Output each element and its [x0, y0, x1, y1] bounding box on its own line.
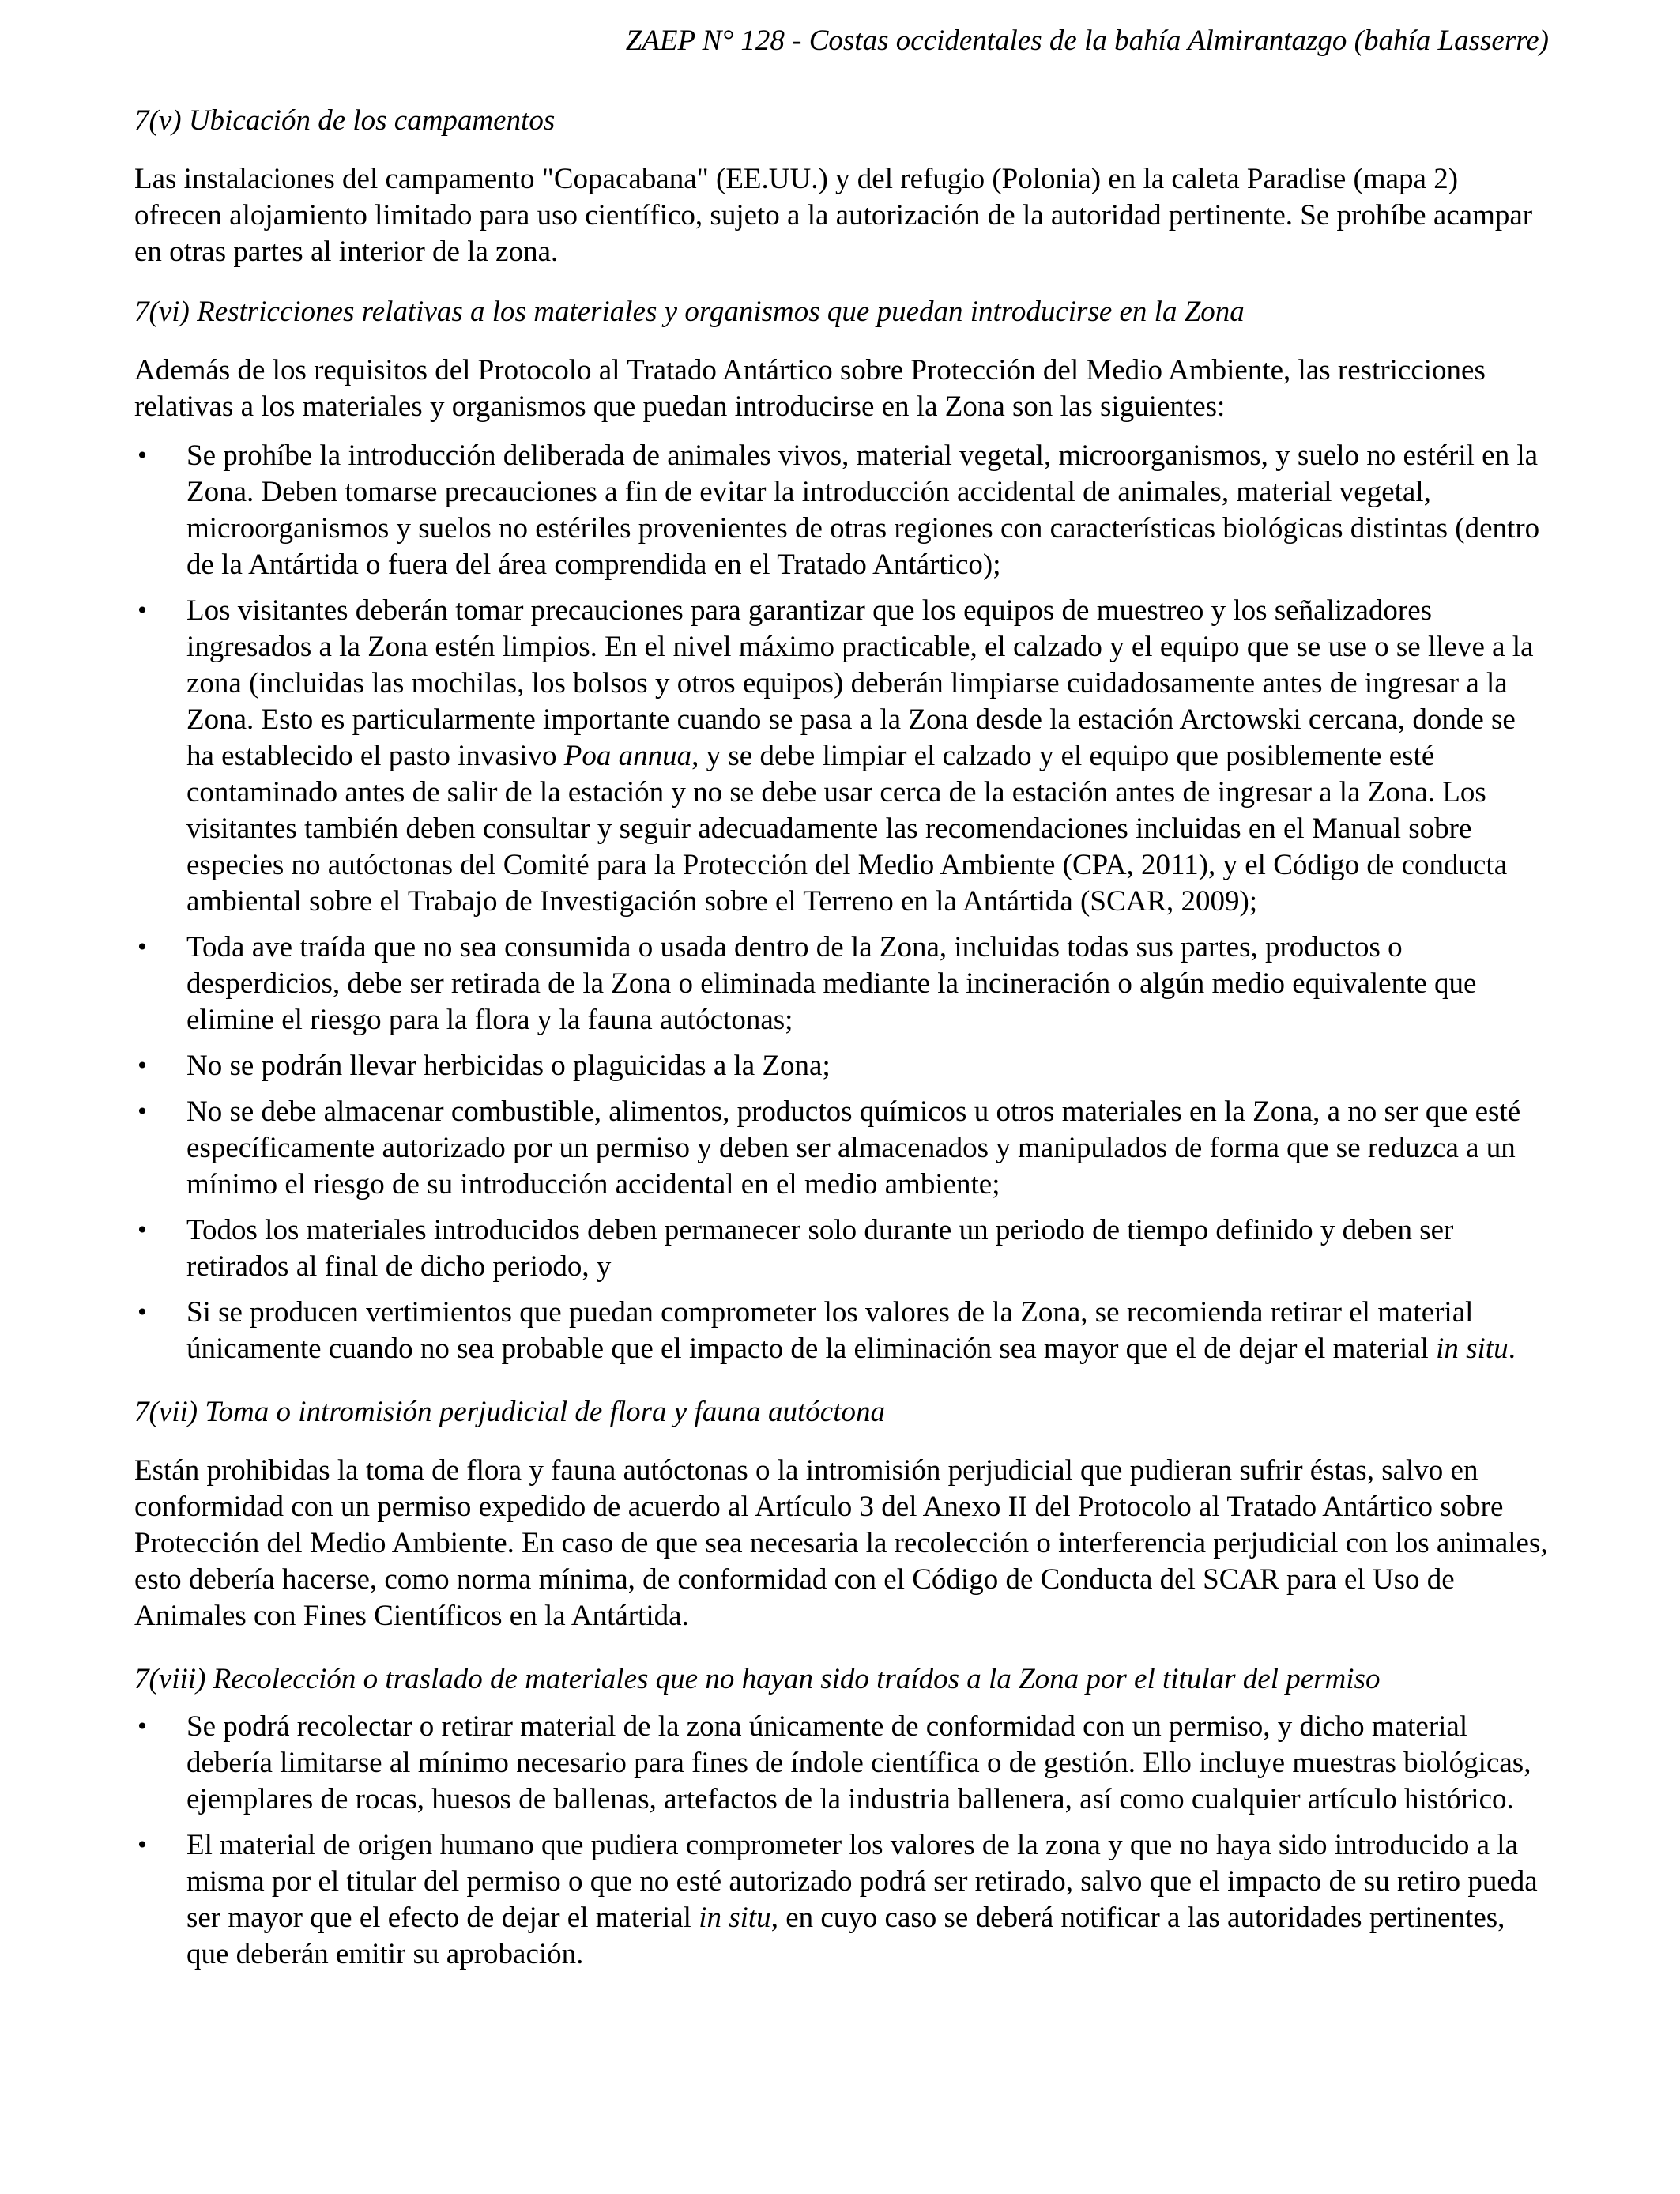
species-name: Poa annua: [563, 740, 692, 772]
bullet-icon: •: [135, 934, 149, 960]
list-item-text-part: .: [1508, 1333, 1516, 1365]
section-paragraph: Las instalaciones del campamento "Copacabana" (EE.UU.) y del refugio (Polonia) en la caleta Paradise (mapa 2) ofrecen alojamiento limitado para uso científico, sujeto a la autorización de la autoridad pertinente. Se prohíbe acampar en otras partes al interior de la zona.: [134, 163, 1533, 268]
section-heading: 7(vii) Toma o intromisión perjudicial de flora y fauna autóctona: [134, 1396, 885, 1428]
document-body: [134, 103, 1549, 2000]
bullet-icon: •: [135, 598, 149, 624]
list-item-text: Toda ave traída que no sea consumida o usada dentro de la Zona, incluidas todas sus partes, productos o desperdicios, debe ser retirada de la Zona o eliminada mediante la incineración o algún medio equivalente que elimine el riesgo para la flora y la fauna autóctonas;: [186, 931, 1477, 1036]
list-item: [134, 1295, 1549, 1367]
list-item: [134, 1709, 1549, 1818]
list-item-text: [186, 1829, 1538, 1970]
bullet-icon: •: [135, 443, 149, 469]
list-item-text: Todos los materiales introducidos deben permanecer solo durante un periodo de tiempo definido y deben ser retirados al final de dicho periodo, y: [186, 1214, 1454, 1283]
section-heading: 7(vi) Restricciones relativas a los materiales y organismos que puedan introducirse en la Zona: [134, 296, 1245, 328]
list-item-text-part: Si se producen vertimientos que puedan comprometer los valores de la Zona, se recomienda retirar el material únicamente cuando no sea probable que el impacto de la eliminación sea mayor que el de dejar el material: [186, 1296, 1474, 1365]
section-campamentos: [134, 103, 1549, 270]
section-heading: 7(v) Ubicación de los campamentos: [134, 104, 556, 137]
list-item-text: Se podrá recolectar o retirar material de la zona únicamente de conformidad con un permiso, y dicho material debería limitarse al mínimo necesario para fines de índole científica o de gestión. Ello incluye muestras biológicas, ejemplares de rocas, huesos de ballenas, artefactos de la industria ballenera, así como cualquier artículo histórico.: [186, 1710, 1531, 1815]
bullet-icon: •: [135, 1832, 149, 1858]
list-item: [134, 593, 1549, 920]
bullet-list: [134, 438, 1549, 1367]
list-item-text-part: , y se debe limpiar el calzado y el equipo que posiblemente esté contaminado antes de salir de la estación y no se debe usar cerca de la estación antes de ingresar a la Zona. Los visitantes también deben consultar y seguir adecuadamente las recomendaciones incluidas en el Manual sobre especies no autóctonas del Comité para la Protección del Medio Ambiente (CPA, 2011), y el Código de conducta ambiental sobre el Trabajo de Investigación sobre el Terreno en la Antártida (SCAR, 2009);: [186, 740, 1508, 918]
list-item: [134, 1094, 1549, 1203]
section-recoleccion-materiales: [134, 1661, 1549, 1973]
section-paragraph: Además de los requisitos del Protocolo al Tratado Antártico sobre Protección del Medio Ambiente, las restricciones relativas a los materiales y organismos que puedan introducirse en la Zona son las siguientes:: [134, 354, 1486, 423]
list-item: [134, 1827, 1549, 1973]
latin-term: in situ: [699, 1902, 771, 1934]
latin-term: in situ: [1436, 1333, 1509, 1365]
list-item-text: [186, 594, 1534, 918]
bullet-icon: •: [135, 1217, 149, 1243]
list-item-text-part: El material de origen humano que pudiera comprometer los valores de la zona y que no haya sido introducido a la misma por el titular del permiso o que no esté autorizado podrá ser retirado, salvo que el impacto de su retiro pueda ser mayor que el efecto de dejar el material: [186, 1829, 1538, 1934]
list-item-text: No se podrán llevar herbicidas o plaguicidas a la Zona;: [186, 1050, 831, 1082]
bullet-icon: •: [135, 1713, 149, 1740]
list-item-text-part: Los visitantes deberán tomar precauciones para garantizar que los equipos de muestreo y los señalizadores ingresados a la Zona estén limpios. En el nivel máximo practicable, el calzado y el equipo que se use o se lleve a la zona (incluidas las mochilas, los bolsos y otros equipos) deberán limpiarse cuidadosamente antes de ingresar a la Zona. Esto es particularmente importante cuando se pasa a la Zona desde la estación Arctowski cercana, donde se ha establecido el pasto invasivo: [186, 594, 1534, 772]
bullet-icon: •: [135, 1299, 149, 1325]
section-restricciones-materiales: [134, 294, 1549, 1367]
section-toma-flora-fauna: [134, 1394, 1549, 1634]
bullet-icon: •: [135, 1099, 149, 1125]
list-item-text: [186, 1296, 1516, 1365]
bullet-icon: •: [135, 1053, 149, 1079]
list-item-text: No se debe almacenar combustible, alimentos, productos químicos u otros materiales en la Zona, a no ser que esté específicamente autorizado por un permiso y deben ser almacenados y manipulados de forma que se reduzca a un mínimo el riesgo de su introducción accidental en el medio ambiente;: [186, 1095, 1521, 1201]
section-paragraph: Están prohibidas la toma de flora y fauna autóctonas o la intromisión perjudicial que pudieran sufrir éstas, salvo en conformidad con un permiso expedido de acuerdo al Artículo 3 del Anexo II del Protocolo al Tratado Antártico sobre Protección del Medio Ambiente. En caso de que sea necesaria la recolección o interferencia perjudicial con los animales, esto debería hacerse, como norma mínima, de conformidad con el Código de Conducta del SCAR para el Uso de Animales con Fines Científicos en la Antártida.: [134, 1454, 1548, 1632]
section-heading: 7(viii) Recolección o traslado de materiales que no hayan sido traídos a la Zona por el titular del permiso: [134, 1663, 1381, 1695]
list-item: [134, 929, 1549, 1039]
list-item: [134, 1048, 1549, 1084]
running-header: ZAEP N° 128 - Costas occidentales de la bahía Almirantazgo (bahía Lasserre): [625, 25, 1549, 57]
list-item: [134, 438, 1549, 583]
list-item: [134, 1212, 1549, 1285]
bullet-list: [134, 1709, 1549, 1973]
list-item-text: Se prohíbe la introducción deliberada de animales vivos, material vegetal, microorganismos, y suelo no estéril en la Zona. Deben tomarse precauciones a fin de evitar la introducción accidental de animales, material vegetal, microorganismos y suelos no estériles provenientes de otras regiones con características biológicas distintas (dentro de la Antártida o fuera del área comprendida en el Tratado Antártico);: [186, 439, 1540, 581]
list-item-text-part: , en cuyo caso se deberá notificar a las autoridades pertinentes, que deberán emitir su aprobación.: [186, 1902, 1505, 1970]
